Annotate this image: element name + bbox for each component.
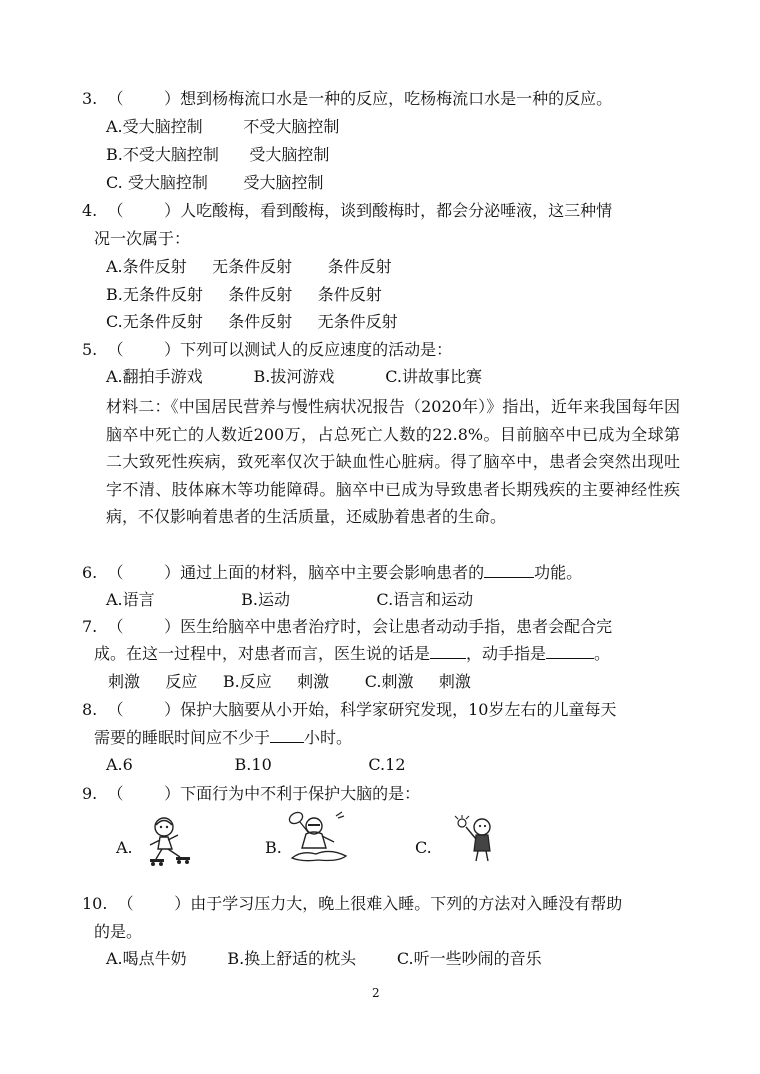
q7-stem-text-b: ，动手指是: [466, 644, 547, 663]
q6-options: A.语言 B.运动 C.语言和运动: [106, 590, 474, 609]
q7-options: 刺激 反应 B.反应 刺激 C.刺激 刺激: [108, 672, 471, 691]
q4-option-b: B.无条件反射 条件反射 条件反射: [106, 285, 382, 304]
q6-blank: [484, 563, 534, 578]
q3-option-b: B.不受大脑控制 受大脑控制: [106, 145, 330, 164]
head-knocking-picture: [452, 815, 504, 865]
q7-stem-text-a: 成。在这一过程中，对患者而言，医生说的话是: [94, 644, 431, 663]
q8-stem: 8. （ ）保护大脑要从小开始，科学家研究发现，10岁左右的儿童每天: [82, 700, 617, 719]
q10-stem: 10. （ ）由于学习压力大，晚上很难入睡。下列的方法对入睡没有帮助: [82, 894, 623, 913]
q9-option-a-label: A.: [116, 838, 133, 857]
material-two-paragraph: 材料二：《中国居民营养与慢性病状况报告（2020年）》指出，近年来我国每年因脑卒中死亡的人数近200万，占总死亡人数的22.8%。目前脑卒中已成为全球第二大致死性疾病，致死率仅次于缺血性心脏病。得了脑卒中，患者会突然出现吐字不清、肢体麻木等功能障碍。脑卒中已成为导致患者长期残疾的主要神经性疾病，不仅影响着患者的生活质量，还威胁着患者的生命。: [106, 397, 680, 526]
q4-stem-cont: 况一次属于：: [94, 229, 191, 248]
q8-stem-text-a: 需要的睡眠时间应不少于: [94, 728, 271, 747]
q9-option-c-label: C.: [415, 838, 432, 857]
q8-stem-cont: [94, 727, 352, 749]
q8-stem-text-b: 小时。: [304, 728, 353, 747]
q7-blank-one: [430, 644, 466, 659]
badminton-player-picture: [282, 808, 354, 864]
q6-stem-text-a: 6. （ ）通过上面的材料，脑卒中主要会影响患者的: [82, 563, 485, 582]
q3-stem: 3. （ ）想到杨梅流口水是一种的反应，吃杨梅流口水是一种的反应。: [82, 89, 613, 108]
q3-option-c: C. 受大脑控制 受大脑控制: [106, 173, 324, 192]
q5-options: A.翻拍手游戏 B.拔河游戏 C.讲故事比赛: [106, 367, 482, 386]
q6-stem: [82, 562, 582, 584]
q4-option-a: A.条件反射 无条件反射 条件反射: [106, 257, 392, 276]
q5-stem: 5. （ ）下列可以测试人的反应速度的活动是：: [82, 340, 453, 359]
q7-stem: 7. （ ）医生给脑卒中患者治疗时，会让患者动动手指，患者会配合完: [82, 617, 613, 636]
q10-options: A.喝点牛奶 B.换上舒适的枕头 C.听一些吵闹的音乐: [106, 949, 542, 968]
q7-stem-text-c: 。: [594, 644, 611, 663]
q6-stem-text-b: 功能。: [534, 563, 583, 582]
skateboarder-picture: [140, 815, 204, 867]
page-number: 2: [372, 986, 380, 1000]
q4-option-c: C.无条件反射 条件反射 无条件反射: [106, 312, 398, 331]
q8-blank: [270, 728, 304, 743]
q7-stem-cont: [94, 643, 610, 665]
q8-options: A.6 B.10 C.12: [106, 755, 406, 774]
q3-option-a: A.受大脑控制 不受大脑控制: [106, 117, 340, 136]
q9-stem: 9. （ ）下面行为中不利于保护大脑的是：: [82, 784, 421, 803]
q9-option-b-label: B.: [265, 838, 282, 857]
q7-blank-two: [546, 644, 594, 659]
q4-stem: 4. （ ）人吃酸梅，看到酸梅，谈到酸梅时，都会分泌唾液，这三种情: [82, 201, 613, 220]
q10-stem-cont: 的是。: [94, 922, 143, 941]
